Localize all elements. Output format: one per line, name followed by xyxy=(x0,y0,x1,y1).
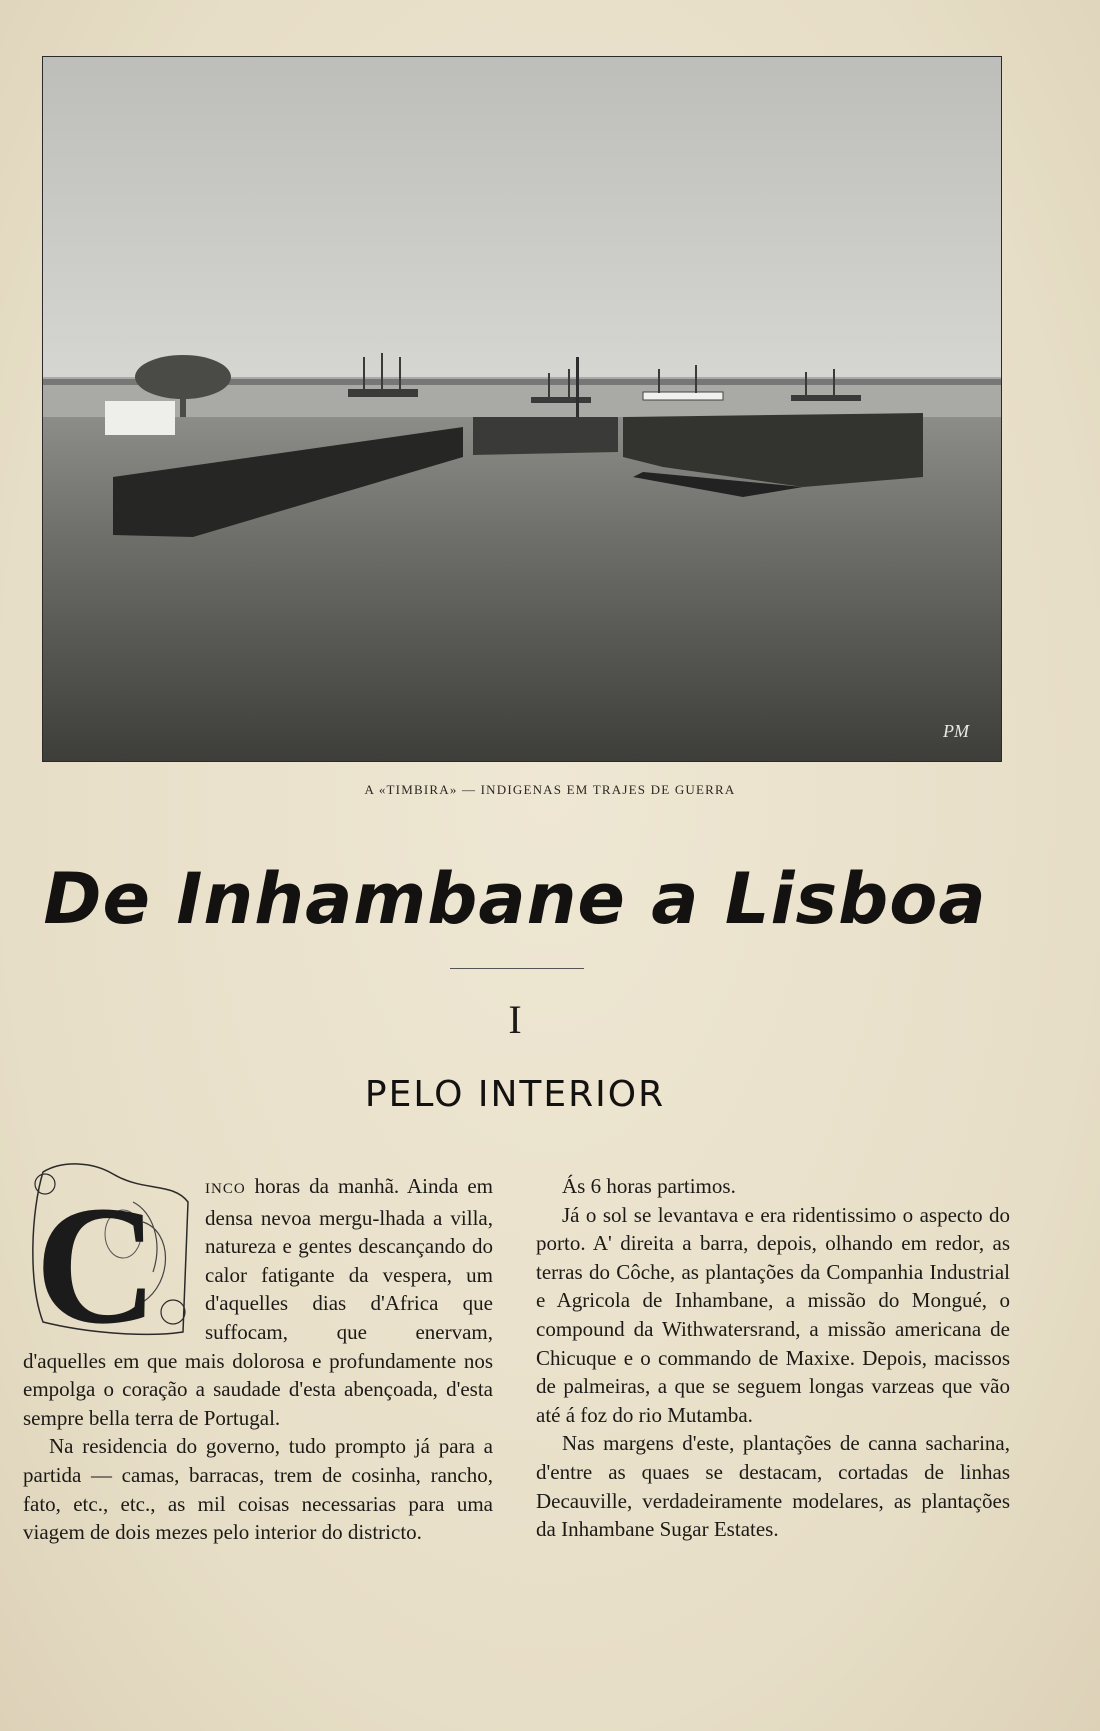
first-paragraph-text: horas da manhã. Ainda em densa nevoa mergu-lhada a villa, natureza e gentes descançando do calor fatigante da vespera, um d'aquelles dias d'Africa que suffocam, que enervam, d'aquelles em que mais dolorosa e profundamente nos empolga o coração a saudade d'esta abençoada, d'esta sempre bella terra de Portugal. xyxy=(23,1174,493,1430)
photo-illustration xyxy=(43,57,1001,761)
article-title: De Inhambane a Lisboa xyxy=(43,858,987,940)
left-column xyxy=(23,1172,493,1547)
right-paragraph-1: Ás 6 horas partimos. xyxy=(562,1174,736,1198)
photo-monogram: PM xyxy=(943,721,969,741)
historical-photograph xyxy=(42,56,1002,762)
chapter-numeral: I xyxy=(508,997,522,1042)
first-word-rest: INCO xyxy=(205,1181,246,1197)
title-divider xyxy=(450,968,584,969)
ornamental-dropcap xyxy=(23,1162,193,1338)
opening-paragraph xyxy=(23,1172,493,1432)
crowd-center xyxy=(473,417,618,455)
svg-text:C: C xyxy=(35,1171,158,1338)
photo-caption: A «TIMBIRA» — INDIGENAS EM TRAJES DE GUERRA xyxy=(364,782,736,797)
second-paragraph: Na residencia do governo, tudo prompto já para a partida — camas, barracas, trem de cosinha, rancho, fato, etc., etc., as mil coisas necessarias para uma viagem de dois mezes pelo interior do districto. xyxy=(23,1434,493,1545)
dropcap-ornament-icon xyxy=(23,1162,193,1338)
tent xyxy=(105,401,175,435)
section-title: PELO INTERIOR xyxy=(364,1074,666,1115)
right-paragraph-3: Nas margens d'este, plantações de canna sacharina, d'entre as quaes se destacam, cortadas de linhas Decauville, verdadeiramente modelares, as plantações da Inhambane Sugar Estates. xyxy=(536,1431,1010,1542)
right-paragraph-2: Já o sol se levantava e era ridentissimo o aspecto do porto. A' direita a barra, depois, olhando em redor, as terras do Côche, as plantações da Companhia Industrial e Agricola de Inhambane, a missão do Mongué, o compound da Withwatersrand, a missão americana de Chicuque e o commando de Maxixe. Depois, macissos de palmeiras, a que se seguem longas varzeas que vão até á foz do rio Mutamba. xyxy=(536,1202,1010,1427)
right-column xyxy=(536,1172,1010,1544)
sky xyxy=(43,57,1001,387)
